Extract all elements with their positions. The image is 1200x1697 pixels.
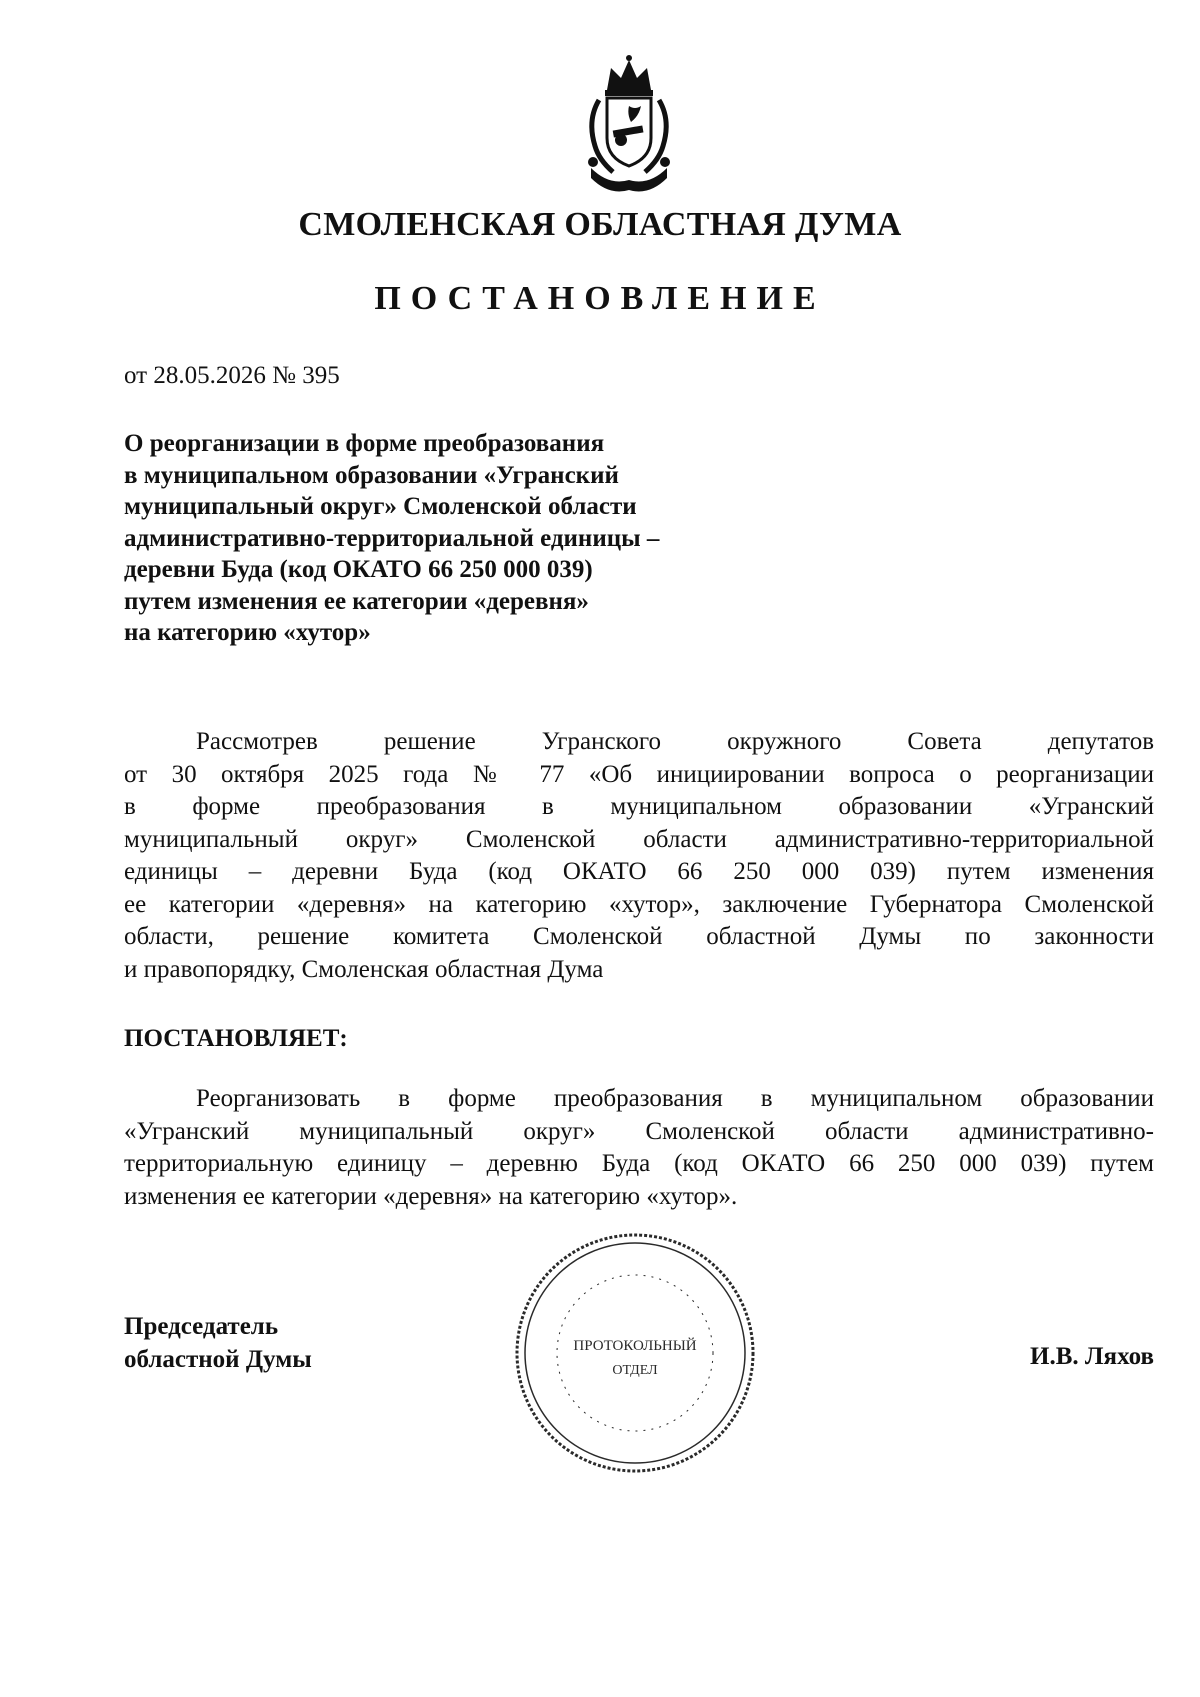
document-type-heading: ПОСТАНОВЛЕНИЕ: [374, 280, 826, 317]
preamble-paragraph: [124, 726, 1154, 986]
subject-line: путем изменения ее категории «деревня»: [124, 587, 589, 615]
position-line: областной Думы: [124, 1346, 312, 1373]
stamp-center-line: ПРОТОКОЛЬНЫЙ: [573, 1338, 697, 1354]
document-subject: [124, 428, 764, 649]
subject-line: в муниципальном образовании «Угранский: [124, 461, 619, 489]
paragraph-line: территориальную единицу – деревню Буда (код ОКАТО 66 250 000 039) путем: [124, 1150, 1154, 1177]
document-date-number: от 28.05.2026 № 395: [124, 362, 340, 389]
position-line: Председатель: [124, 1313, 279, 1340]
paragraph-line: и правопорядку, Смоленская областная Дума: [124, 955, 604, 983]
paragraph-line: Реорганизовать в форме преобразования в муниципальном образовании: [196, 1085, 1154, 1112]
paragraph-line: единицы – деревни Буда (код ОКАТО 66 250 000 039) путем изменения: [124, 858, 1154, 885]
paragraph-line: в форме преобразования в муниципальном образовании «Угранский: [124, 793, 1154, 820]
subject-line: на категорию «хутор»: [124, 619, 371, 646]
paragraph-line: от 30 октября 2025 года № 77 «Об инициировании вопроса о реорганизации: [124, 760, 1154, 788]
organization-title: СМОЛЕНСКАЯ ОБЛАСТНАЯ ДУМА: [298, 206, 902, 243]
paragraph-line: муниципальный округ» Смоленской области административно-территориальной: [124, 825, 1154, 853]
signatory-name: И.В. Ляхов: [1030, 1343, 1154, 1370]
subject-line: О реорганизации в форме преобразования: [124, 430, 605, 457]
paragraph-line: изменения ее категории «деревня» на категорию «хутор».: [124, 1182, 738, 1210]
coat-of-arms-emblem: [569, 50, 689, 200]
resolution-paragraph: [124, 1083, 1154, 1213]
subject-line: деревни Буда (код ОКАТО 66 250 000 039): [124, 556, 593, 583]
official-seal-stamp: [510, 1228, 760, 1478]
paragraph-line: «Угранский муниципальный округ» Смоленской области административно-: [124, 1117, 1154, 1145]
stamp-center-line: ОТДЕЛ: [612, 1363, 658, 1378]
subject-line: административно-территориальной единицы –: [124, 524, 660, 552]
signatory-position: [124, 1310, 312, 1376]
paragraph-line: области, решение комитета Смоленской областной Думы по законности: [124, 923, 1154, 950]
paragraph-line: ее категории «деревня» на категорию «хутор», заключение Губернатора Смоленской: [124, 890, 1154, 918]
subject-line: муниципальный округ» Смоленской области: [124, 493, 637, 520]
decree-word: ПОСТАНОВЛЯЕТ:: [124, 1025, 348, 1052]
paragraph-line: Рассмотрев решение Угранского окружного Совета депутатов: [196, 728, 1154, 755]
